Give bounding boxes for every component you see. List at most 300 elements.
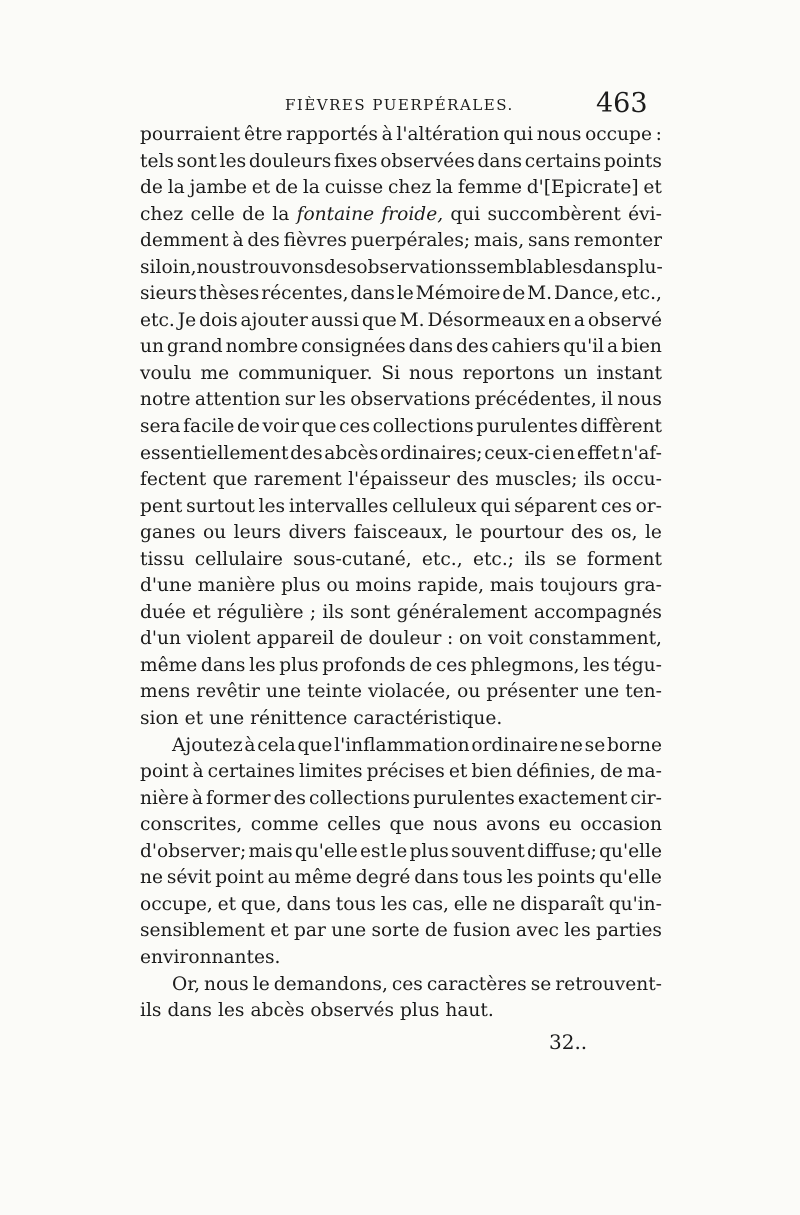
word: ces xyxy=(600,495,632,517)
word: que xyxy=(301,416,337,438)
word: caractéristique. xyxy=(353,708,503,730)
word: certaines xyxy=(207,761,295,783)
text-line xyxy=(140,600,662,627)
word: semblables xyxy=(476,256,583,278)
word: douleurs xyxy=(248,150,332,172)
word: facile xyxy=(183,416,235,438)
word: de xyxy=(275,177,299,199)
word: grand xyxy=(166,336,223,358)
word: de xyxy=(140,177,163,199)
word: voir xyxy=(262,416,300,438)
word: le xyxy=(252,973,270,995)
word: que xyxy=(297,734,333,756)
word: puerpérales; xyxy=(350,230,471,252)
word: et xyxy=(184,708,204,730)
word: or- xyxy=(635,495,662,517)
word: purulentes xyxy=(476,416,578,438)
word: ma- xyxy=(626,761,662,783)
word: purulentes xyxy=(413,787,515,809)
word: plus xyxy=(400,1000,440,1022)
word: le xyxy=(455,522,473,544)
word: chez xyxy=(387,177,432,199)
word: on xyxy=(458,628,483,650)
text-line xyxy=(140,334,662,361)
word: nous xyxy=(536,124,582,145)
word: duée xyxy=(140,601,186,623)
word: ou xyxy=(326,575,350,597)
word: leurs xyxy=(233,522,281,544)
word: définies, xyxy=(516,761,596,783)
word: mais, xyxy=(474,230,525,252)
word: l'inflammation xyxy=(334,734,470,756)
text-line xyxy=(140,892,662,919)
word: mais xyxy=(489,575,535,597)
word: une xyxy=(266,681,301,703)
word: sieurs xyxy=(140,283,197,305)
word: séparent xyxy=(514,495,597,517)
word: certains xyxy=(524,150,602,172)
word: sont xyxy=(176,150,217,172)
word: retrouvent- xyxy=(555,973,662,995)
word: des xyxy=(570,522,604,544)
word: demment xyxy=(140,230,229,252)
word: d'observer; xyxy=(140,840,247,862)
word: nous xyxy=(432,814,478,836)
word: fièvres xyxy=(283,230,347,252)
word: tous xyxy=(335,893,376,915)
word: dans xyxy=(200,654,246,676)
word: nière xyxy=(140,787,189,809)
text-line xyxy=(140,281,662,308)
page-number: 463 xyxy=(596,88,648,119)
word: intervalles xyxy=(288,495,389,517)
word: précises xyxy=(366,761,445,783)
word: ganes xyxy=(140,522,196,544)
word: plus xyxy=(281,575,321,597)
word: trouvons xyxy=(241,256,324,278)
text-line xyxy=(140,149,662,176)
word: être xyxy=(244,124,283,145)
word: sensiblement xyxy=(140,920,265,942)
word: collections xyxy=(309,787,411,809)
word: dans xyxy=(477,150,523,172)
word: fusion xyxy=(453,920,511,942)
word: pent xyxy=(140,495,183,517)
word: essentiellement xyxy=(140,442,289,464)
word: ajouter xyxy=(240,309,308,331)
signature-mark: 32.. xyxy=(549,1030,588,1054)
word: les xyxy=(506,867,534,889)
word: que, xyxy=(240,893,282,915)
word: à xyxy=(381,124,393,145)
word: sion xyxy=(140,708,179,730)
text-line xyxy=(140,441,662,468)
word: haut. xyxy=(445,1000,494,1022)
word: fectent xyxy=(140,469,207,491)
word: des xyxy=(247,230,280,252)
word: diffèrent xyxy=(580,416,662,438)
word: aussi xyxy=(310,309,359,331)
word: évi- xyxy=(628,203,662,225)
word: Or, xyxy=(172,973,200,995)
word: occasion xyxy=(580,814,662,836)
word: tels xyxy=(140,150,174,172)
word: collections xyxy=(372,416,474,438)
word: même xyxy=(294,867,352,889)
word: M. xyxy=(527,283,553,305)
word: à xyxy=(192,761,204,783)
text-line xyxy=(140,998,662,1025)
word: qui xyxy=(450,203,481,225)
word: dans xyxy=(408,336,454,358)
word: de xyxy=(339,628,363,650)
text-line xyxy=(140,175,662,202)
word: généralement xyxy=(396,601,528,623)
word: et xyxy=(217,893,237,915)
word: sera xyxy=(140,416,181,438)
word: accompagnés xyxy=(533,601,662,623)
word: et xyxy=(643,177,662,199)
word: voulu xyxy=(140,362,192,384)
text-line xyxy=(140,228,662,255)
word: et xyxy=(270,920,289,942)
word: environnantes. xyxy=(140,946,281,968)
word: cuisse xyxy=(324,177,384,199)
word: tissu xyxy=(140,548,185,570)
word: succombèrent xyxy=(487,203,621,225)
word: il xyxy=(601,389,613,411)
word: de xyxy=(502,283,526,305)
text-line xyxy=(140,945,662,972)
word: douleur xyxy=(368,628,442,650)
word: observations xyxy=(350,389,471,411)
text-line xyxy=(140,918,662,945)
word: tégu- xyxy=(613,654,662,676)
word: même xyxy=(140,654,198,676)
word: ces xyxy=(391,973,423,995)
word: occupe xyxy=(585,124,652,145)
text-line xyxy=(140,202,662,229)
word: plus xyxy=(409,840,449,862)
word: disparaît xyxy=(520,893,604,915)
word: bien xyxy=(471,761,513,783)
word: observations xyxy=(356,256,477,278)
word: comme xyxy=(250,814,319,836)
word: de xyxy=(424,920,448,942)
word: ils xyxy=(583,469,606,491)
word: points xyxy=(537,867,596,889)
word: que xyxy=(212,469,248,491)
word: les xyxy=(249,654,276,676)
word: etc.; xyxy=(472,548,515,570)
word: limites xyxy=(299,761,363,783)
word: une xyxy=(331,920,367,942)
text-line xyxy=(140,812,662,839)
word: celles xyxy=(327,814,381,836)
word: femme xyxy=(457,177,522,199)
word: violent xyxy=(186,628,251,650)
text-line xyxy=(140,255,662,282)
word: se xyxy=(556,548,577,570)
word: pourraient xyxy=(140,124,241,145)
word: nous xyxy=(196,256,242,278)
word: ou xyxy=(202,522,227,544)
text-line xyxy=(140,759,662,786)
word: rarement xyxy=(253,469,342,491)
word: le xyxy=(390,840,408,862)
word: que xyxy=(361,309,397,331)
word: les xyxy=(217,1000,245,1022)
word: et xyxy=(251,177,271,199)
word: communiquer. xyxy=(238,362,373,384)
word: cahiers xyxy=(491,336,561,358)
word: voit xyxy=(487,628,523,650)
word: occupe, xyxy=(140,893,213,915)
word: sous-cutané, xyxy=(293,548,412,570)
word: à xyxy=(232,230,244,252)
word: point xyxy=(140,761,189,783)
word: cellulaire xyxy=(194,548,283,570)
text-line xyxy=(140,387,662,414)
word: de xyxy=(242,203,265,225)
word: Ajoutez xyxy=(172,734,243,756)
word: qu'elle xyxy=(294,840,358,862)
text-line xyxy=(140,573,662,600)
word: remonter xyxy=(573,230,662,252)
word: observées xyxy=(380,150,475,172)
word: le xyxy=(644,522,662,544)
word: sévit xyxy=(166,867,212,889)
word: effet xyxy=(576,442,620,464)
word: en xyxy=(552,442,576,464)
word: occu- xyxy=(611,469,662,491)
word: nous xyxy=(409,362,454,384)
word: qu'in- xyxy=(608,893,662,915)
word: à xyxy=(244,734,256,756)
word: ils xyxy=(140,1000,162,1022)
word: d'[Epicrate] xyxy=(526,177,639,199)
word: ne xyxy=(140,867,163,889)
word: jambe xyxy=(189,177,247,199)
word: en xyxy=(548,309,572,331)
text-line xyxy=(140,865,662,892)
word: surtout xyxy=(186,495,255,517)
word: régulière xyxy=(216,601,304,623)
running-title: FIÈVRES PUERPÉRALES. xyxy=(285,96,514,114)
text-line xyxy=(140,414,662,441)
word: teinte xyxy=(307,681,362,703)
word: ordinaires; xyxy=(379,442,483,464)
text-line xyxy=(140,839,662,866)
word: dans xyxy=(350,283,395,305)
word: des xyxy=(456,336,489,358)
word: muscles; xyxy=(495,469,578,491)
word: exactement xyxy=(517,787,628,809)
word: eu xyxy=(548,814,572,836)
word: des xyxy=(290,442,323,464)
word: celle xyxy=(190,203,235,225)
word: la xyxy=(435,177,453,199)
word: etc. xyxy=(140,309,175,331)
word: et xyxy=(192,601,211,623)
word: qu'elle xyxy=(599,867,662,889)
word: les xyxy=(319,389,346,411)
word: des xyxy=(323,256,357,278)
word: mais xyxy=(248,840,293,862)
word: profonds xyxy=(322,654,406,676)
word: thèses xyxy=(198,283,260,305)
word: os, xyxy=(610,522,638,544)
word: d'un xyxy=(140,628,181,650)
word: dans xyxy=(582,256,627,278)
text-line xyxy=(140,361,662,388)
text-line xyxy=(140,308,662,335)
word: les xyxy=(564,920,591,942)
word: nombre xyxy=(225,336,299,358)
word: qu'elle xyxy=(599,840,662,862)
text-line xyxy=(140,626,662,653)
word: Désormeaux xyxy=(427,309,546,331)
word: revêtir xyxy=(196,681,260,703)
word: de xyxy=(409,654,433,676)
word: Mémoire xyxy=(415,283,501,305)
word: : xyxy=(655,124,662,145)
word: sur xyxy=(284,389,316,411)
text-line xyxy=(140,653,662,680)
word: bien xyxy=(621,336,662,358)
text-line xyxy=(140,467,662,494)
word: dois xyxy=(199,309,238,331)
word: un xyxy=(563,362,588,384)
word: ils xyxy=(322,601,344,623)
text-line xyxy=(140,494,662,521)
word: au xyxy=(267,867,291,889)
text-line xyxy=(140,706,662,733)
text-line xyxy=(140,547,662,574)
word: que xyxy=(389,814,425,836)
word: etc., xyxy=(421,548,463,570)
word: : xyxy=(447,628,454,650)
word: précédentes, xyxy=(474,389,597,411)
word: tous xyxy=(462,867,503,889)
word: degré xyxy=(355,867,411,889)
word: moins xyxy=(355,575,412,597)
word: de xyxy=(236,416,260,438)
word: Si xyxy=(381,362,401,384)
word: le xyxy=(396,283,414,305)
word: observés xyxy=(310,1000,394,1022)
word: Dance, xyxy=(553,283,620,305)
word: constamment, xyxy=(528,628,662,650)
word: manière xyxy=(197,575,276,597)
word: une xyxy=(209,708,245,730)
word: qu'il xyxy=(563,336,605,358)
word: phlegmons, xyxy=(470,654,580,676)
word: présenter xyxy=(486,681,579,703)
text-line xyxy=(140,122,662,149)
word: conscrites, xyxy=(140,814,243,836)
word: ces xyxy=(339,416,371,438)
word: les xyxy=(219,150,247,172)
word: sans xyxy=(527,230,571,252)
word: gra- xyxy=(623,575,662,597)
word: dans xyxy=(414,867,459,889)
word: dans xyxy=(286,893,331,915)
word: dans xyxy=(167,1000,212,1022)
word: de xyxy=(599,761,623,783)
word: diffuse; xyxy=(527,840,597,862)
word: un xyxy=(140,336,164,358)
word: se xyxy=(530,973,552,995)
word: l'altération xyxy=(396,124,500,145)
word: ne xyxy=(492,893,516,915)
word: point xyxy=(215,867,264,889)
word: une xyxy=(584,681,620,703)
body-text xyxy=(140,122,662,1025)
word: ten- xyxy=(625,681,662,703)
word: forment xyxy=(586,548,662,570)
text-line xyxy=(140,972,662,999)
word: d'une xyxy=(140,575,192,597)
word: demandons, xyxy=(273,973,388,995)
word: celluleux xyxy=(391,495,477,517)
word: abcès xyxy=(324,442,379,464)
word: etc., xyxy=(621,283,662,305)
word: abcès xyxy=(250,1000,305,1022)
word: souvent xyxy=(451,840,525,862)
word: des xyxy=(273,787,306,809)
word: toujours xyxy=(539,575,618,597)
word: récentes, xyxy=(261,283,349,305)
word: me xyxy=(200,362,230,384)
word: loin, xyxy=(155,256,197,278)
word: points xyxy=(603,150,662,172)
word: plus xyxy=(279,654,319,676)
word: les xyxy=(583,654,610,676)
word: les xyxy=(258,495,286,517)
word: nous xyxy=(617,389,662,411)
word: rapportés xyxy=(286,124,378,145)
word: rapide, xyxy=(417,575,485,597)
word: la xyxy=(167,177,185,199)
word: à xyxy=(191,787,203,809)
word: la xyxy=(302,177,320,199)
word: des xyxy=(456,469,489,491)
word: et xyxy=(448,761,468,783)
word: cas, xyxy=(412,893,449,915)
word: qui xyxy=(503,124,534,145)
word: consignées xyxy=(301,336,406,358)
text-line xyxy=(140,679,662,706)
word: a xyxy=(607,336,619,358)
word: les xyxy=(380,893,408,915)
word: violacée, xyxy=(368,681,452,703)
word: divers xyxy=(288,522,347,544)
word: attention xyxy=(194,389,281,411)
word: sorte xyxy=(371,920,420,942)
word: parties xyxy=(596,920,662,942)
word: notre xyxy=(140,389,191,411)
word: n'af- xyxy=(621,442,662,464)
word: ils xyxy=(524,548,546,570)
word: borne xyxy=(606,734,662,756)
word: avons xyxy=(485,814,541,836)
text-line xyxy=(140,520,662,547)
word: chez xyxy=(140,203,184,225)
word: ; xyxy=(309,601,317,623)
word: est xyxy=(360,840,389,862)
word: sont xyxy=(350,601,391,623)
